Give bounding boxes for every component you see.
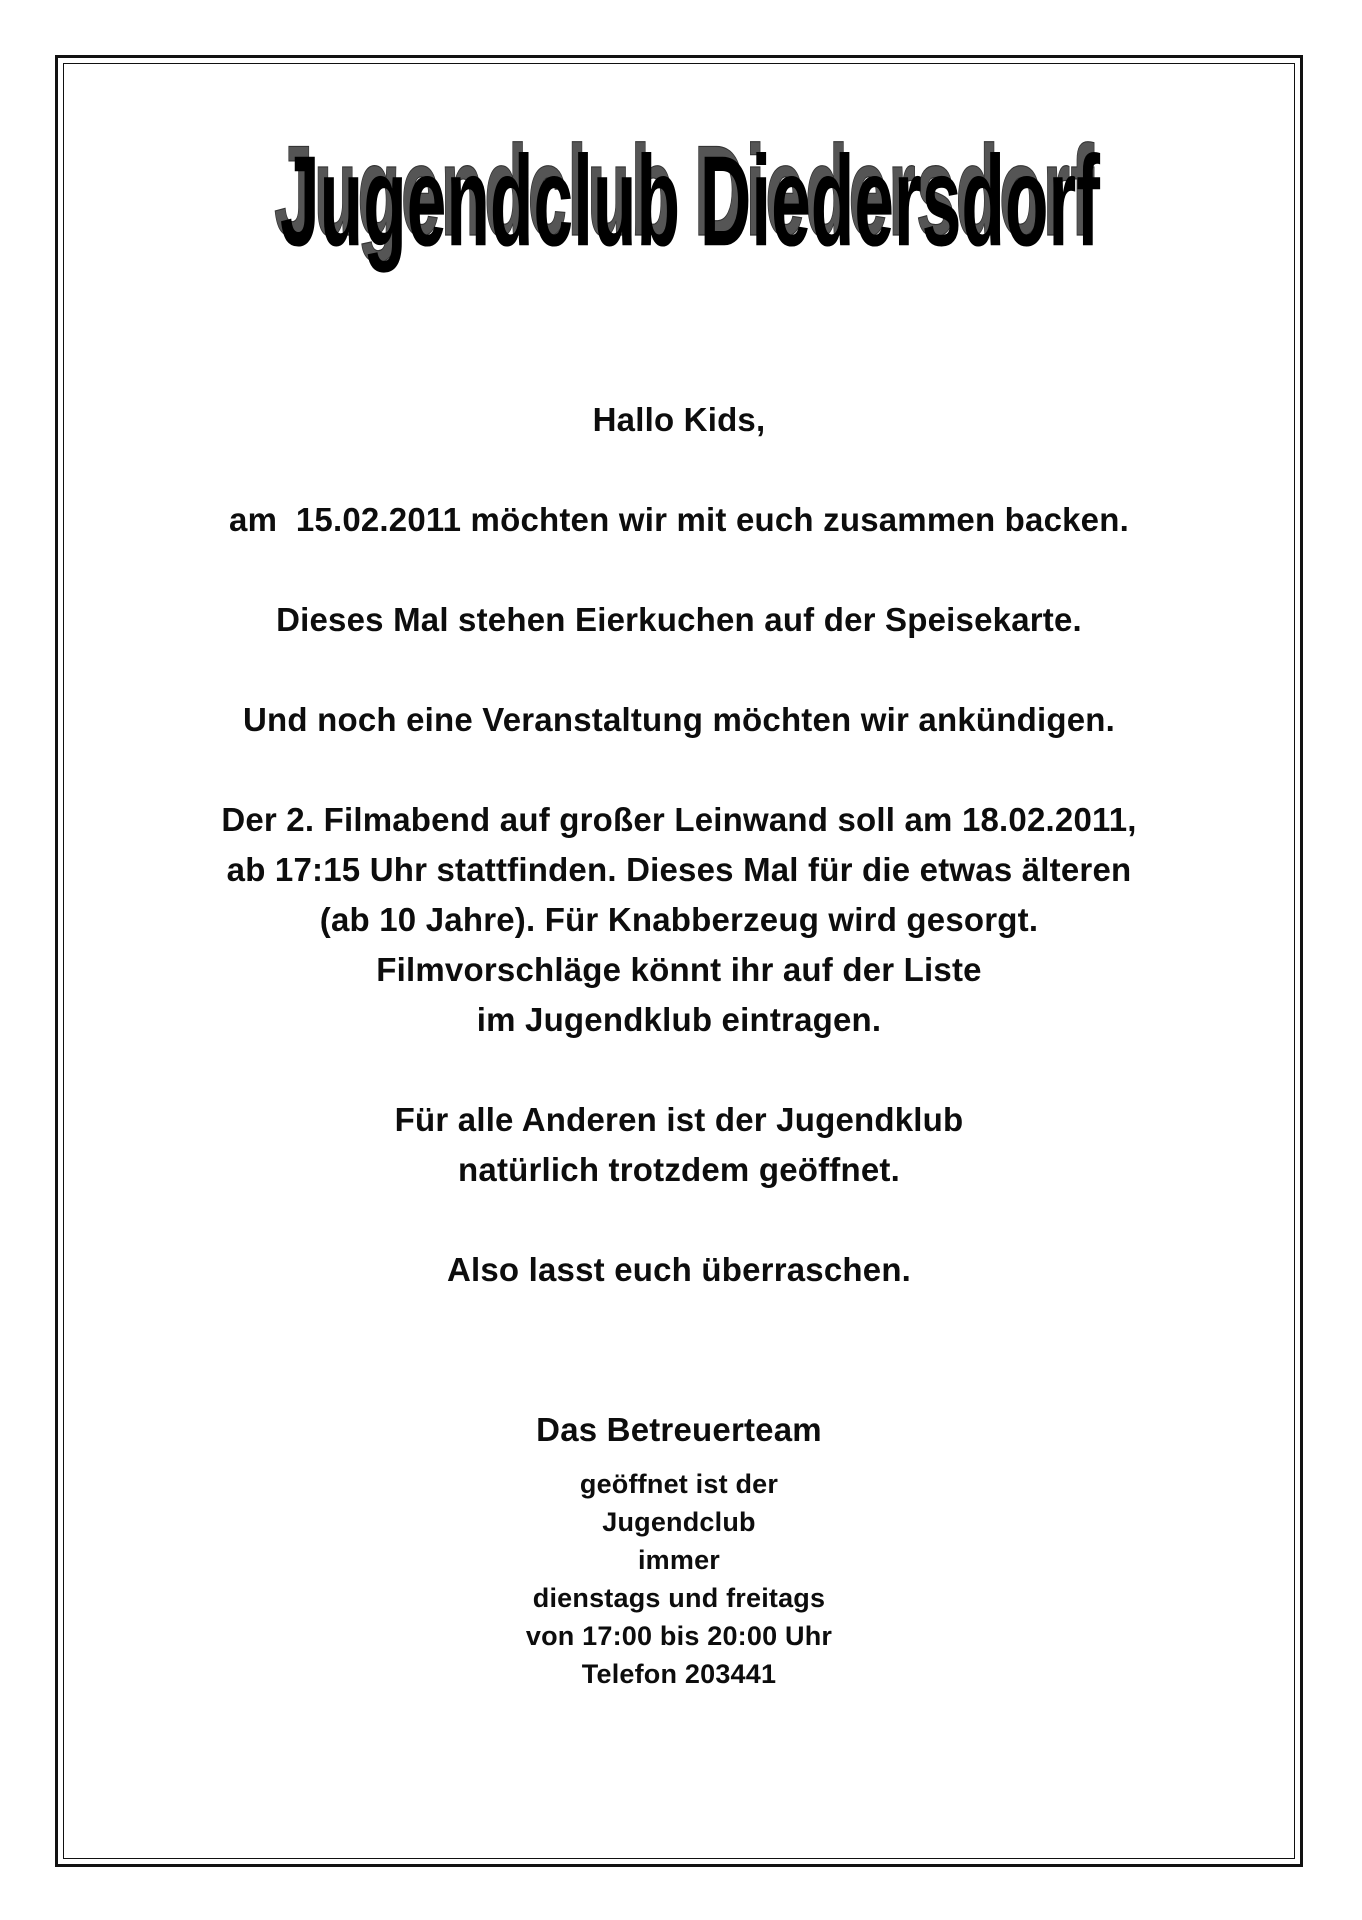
announce-line: Und noch eine Veranstaltung möchten wir ankündigen. <box>243 701 1115 738</box>
film-line: ab 17:15 Uhr stattfinden. Dieses Mal für die etwas älteren <box>226 851 1132 888</box>
others-line: natürlich trotzdem geöffnet. <box>458 1151 900 1188</box>
signature: Das Betreuerteam <box>536 1411 822 1448</box>
hours-line: geöffnet ist der <box>579 1469 779 1499</box>
film-line: im Jugendklub eintragen. <box>476 1001 882 1038</box>
hours-line: dienstags und freitags <box>532 1583 826 1613</box>
hours-line: von 17:00 bis 20:00 Uhr <box>525 1621 833 1651</box>
club-logo <box>245 105 1125 285</box>
film-line: Filmvorschläge könnt ihr auf der Liste <box>376 951 982 988</box>
others-line: Für alle Anderen ist der Jugendklub <box>394 1101 964 1138</box>
menu-line: Dieses Mal stehen Eierkuchen auf der Speisekarte. <box>276 601 1082 638</box>
film-line: Der 2. Filmabend auf großer Leinwand soll am 18.02.2011, <box>221 801 1137 838</box>
hours-line: Jugendclub <box>602 1507 756 1537</box>
logo-shadow-text: Jugendclub Diedersdorf <box>273 118 1095 263</box>
opening-hours <box>63 1465 1295 1655</box>
hours-line: immer <box>637 1545 721 1575</box>
flyer-body <box>63 395 1295 1693</box>
phone-number: Telefon 203441 <box>581 1659 777 1689</box>
film-line: (ab 10 Jahre). Für Knabberzeug wird gesorgt. <box>319 901 1039 938</box>
intro-line: am 15.02.2011 möchten wir mit euch zusammen backen. <box>229 501 1129 538</box>
greeting: Hallo Kids, <box>592 401 766 438</box>
logo-main-text: Jugendclub Diedersdorf <box>279 128 1101 274</box>
surprise-line: Also lasst euch überraschen. <box>446 1251 912 1288</box>
